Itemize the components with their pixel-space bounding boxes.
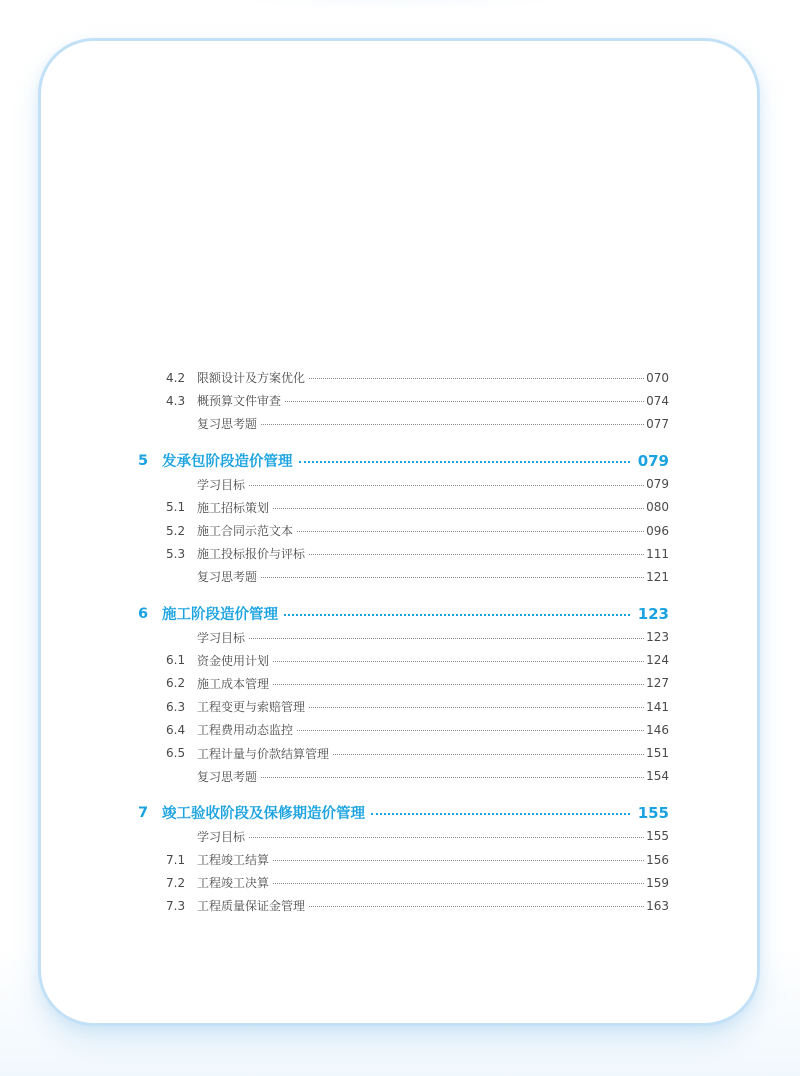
chapter-heading[interactable] — [138, 602, 669, 626]
table-of-contents — [138, 366, 669, 918]
section-number: 4.3 — [166, 393, 186, 408]
section-number: 4.2 — [166, 370, 186, 385]
entry-title: 限额设计及方案优化 — [197, 371, 306, 386]
entry-title: 施工招标策划 — [197, 500, 270, 515]
toc-entry[interactable] — [138, 672, 669, 695]
dot-leader — [261, 777, 644, 778]
entry-title: 复习思考题 — [197, 417, 258, 432]
entry-title: 工程费用动态监控 — [197, 723, 294, 738]
section-number: 5.1 — [166, 500, 186, 515]
dot-leader — [309, 707, 644, 708]
dot-leader — [249, 837, 644, 838]
toc-entry[interactable] — [138, 389, 669, 412]
entry-title: 工程计量与价款结算管理 — [197, 746, 330, 761]
page-number: 156 — [646, 852, 669, 867]
chapter-title: 竣工验收阶段及保修期造价管理 — [162, 806, 365, 823]
section-number: 6.5 — [166, 746, 186, 761]
entry-title: 施工成本管理 — [197, 676, 270, 691]
chapter-title: 施工阶段造价管理 — [162, 607, 278, 623]
toc-entry[interactable] — [138, 649, 669, 672]
entry-title: 复习思考题 — [197, 570, 258, 585]
section-number: 6.2 — [166, 676, 186, 691]
chapter-title: 发承包阶段造价管理 — [162, 454, 293, 471]
page-number: 146 — [646, 722, 669, 737]
dot-leader — [284, 614, 630, 616]
entry-title: 工程变更与索赔管理 — [197, 700, 306, 715]
chapter-page-number: 155 — [637, 803, 669, 822]
entry-title: 资金使用计划 — [197, 653, 270, 668]
toc-entry[interactable] — [138, 871, 669, 894]
chapter-page-number: 123 — [637, 604, 669, 623]
page-number: 124 — [646, 653, 669, 668]
dot-leader — [309, 378, 644, 379]
dot-leader — [261, 577, 644, 578]
entry-title: 学习目标 — [197, 477, 246, 492]
dot-leader — [273, 860, 644, 861]
toc-entry[interactable] — [138, 473, 669, 496]
page-number: 155 — [646, 829, 669, 844]
dot-leader — [299, 461, 630, 463]
page-number: 154 — [646, 769, 669, 784]
dot-leader — [371, 813, 630, 815]
entry-title: 工程竣工结算 — [197, 853, 270, 868]
chapter-page-number: 079 — [637, 451, 669, 470]
chapter-heading[interactable] — [138, 449, 669, 473]
chapter-number: 5 — [138, 452, 149, 469]
dot-leader — [273, 883, 644, 884]
dot-leader — [309, 554, 644, 555]
chapter-number: 7 — [138, 804, 149, 821]
toc-entry[interactable] — [138, 366, 669, 389]
page-number: 096 — [646, 523, 669, 538]
dot-leader — [309, 906, 644, 907]
entry-title: 施工合同示范文本 — [197, 524, 294, 539]
page-number: 070 — [646, 370, 669, 385]
page-number: 159 — [646, 875, 669, 890]
toc-entry[interactable] — [138, 542, 669, 565]
page-number: 127 — [646, 676, 669, 691]
toc-entry[interactable] — [138, 894, 669, 917]
dot-leader — [297, 531, 644, 532]
toc-entry[interactable] — [138, 741, 669, 764]
section-number: 5.2 — [166, 523, 186, 538]
dot-leader — [249, 485, 644, 486]
dot-leader — [333, 754, 644, 755]
page-number: 080 — [646, 500, 669, 515]
toc-entry[interactable] — [138, 695, 669, 718]
dot-leader — [273, 684, 644, 685]
section-number: 7.1 — [166, 852, 186, 867]
toc-entry[interactable] — [138, 848, 669, 871]
page-number: 151 — [646, 746, 669, 761]
entry-title: 施工投标报价与评标 — [197, 547, 306, 562]
page-number: 074 — [646, 393, 669, 408]
toc-entry[interactable] — [138, 718, 669, 741]
entry-title: 工程竣工决算 — [197, 876, 270, 891]
section-number: 7.2 — [166, 875, 186, 890]
section-number: 6.1 — [166, 653, 186, 668]
section-number: 7.3 — [166, 898, 186, 913]
toc-entry[interactable] — [138, 519, 669, 542]
top-glow — [200, 0, 600, 10]
page-number: 163 — [646, 898, 669, 913]
entry-title: 学习目标 — [197, 630, 246, 645]
dot-leader — [273, 508, 644, 509]
page-number: 077 — [646, 416, 669, 431]
section-number: 6.3 — [166, 699, 186, 714]
page-number: 121 — [646, 569, 669, 584]
page-number: 079 — [646, 477, 669, 492]
entry-title: 学习目标 — [197, 829, 246, 844]
chapter-number: 6 — [138, 605, 149, 622]
section-number: 5.3 — [166, 546, 186, 561]
page-number: 123 — [646, 630, 669, 645]
toc-entry[interactable] — [138, 765, 669, 788]
dot-leader — [285, 401, 644, 402]
toc-entry[interactable] — [138, 626, 669, 649]
toc-entry[interactable] — [138, 412, 669, 435]
entry-title: 复习思考题 — [197, 769, 258, 784]
page-number: 111 — [646, 546, 669, 561]
section-number: 6.4 — [166, 722, 186, 737]
toc-entry[interactable] — [138, 825, 669, 848]
page-number: 141 — [646, 699, 669, 714]
dot-leader — [261, 424, 644, 425]
entry-title: 概预算文件审查 — [197, 394, 282, 409]
toc-entry[interactable] — [138, 496, 669, 519]
toc-entry[interactable] — [138, 565, 669, 588]
dot-leader — [249, 638, 644, 639]
entry-title: 工程质量保证金管理 — [197, 899, 306, 914]
dot-leader — [297, 730, 644, 731]
chapter-heading[interactable] — [138, 801, 669, 825]
dot-leader — [273, 661, 644, 662]
